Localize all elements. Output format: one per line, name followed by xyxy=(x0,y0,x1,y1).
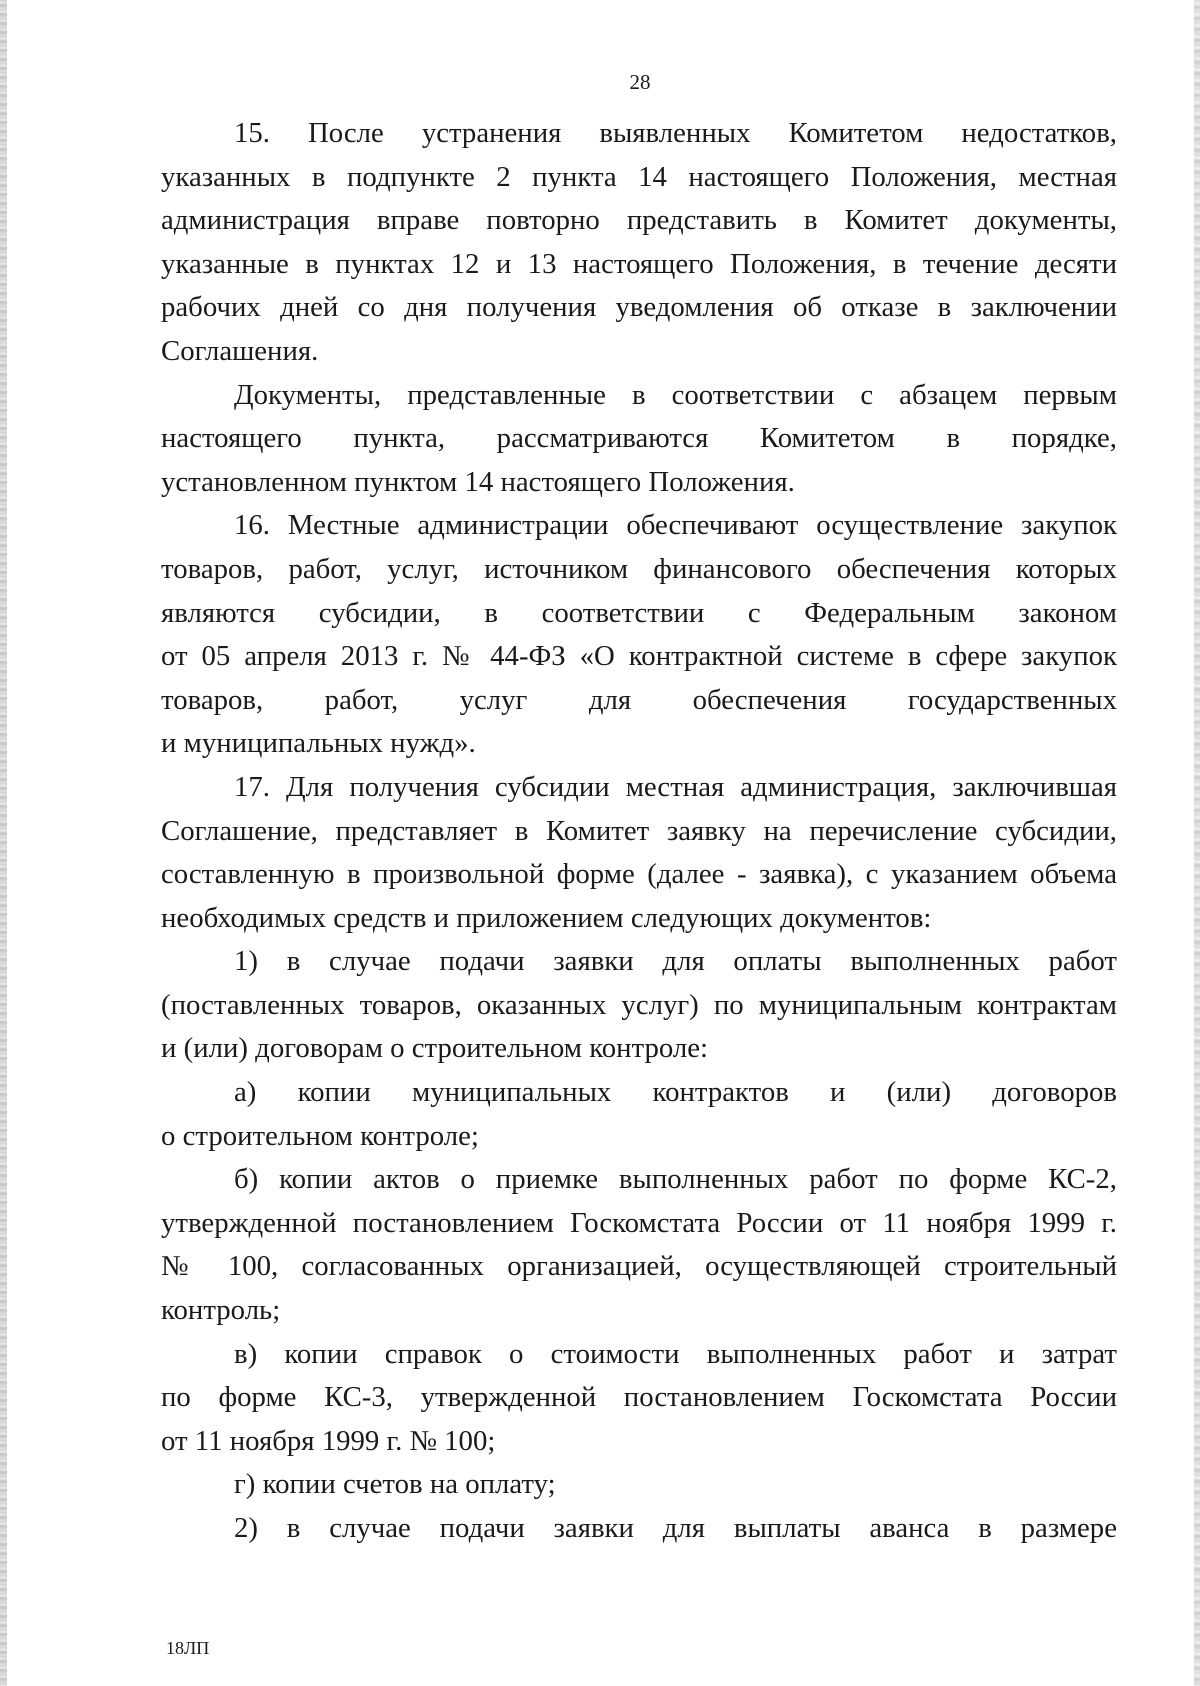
text-line: и (или) договорам о строительном контроле: xyxy=(161,1032,709,1065)
text-line: составленную в произвольной форме (далее - заявка), с указанием объема xyxy=(161,858,1117,891)
text-line: указанных в подпункте 2 пункта 14 настоящего Положения, местная xyxy=(161,160,1117,193)
text-line: а) копии муниципальных контрактов и (или) договоров xyxy=(234,1076,1117,1109)
text-line: Документы, представленные в соответствии с абзацем первым xyxy=(234,378,1117,411)
text-line: г) копии счетов на оплату; xyxy=(234,1468,556,1501)
text-line: настоящего пункта, рассматриваются Комитетом в порядке, xyxy=(161,422,1117,455)
text-line: 16. Местные администрации обеспечивают осуществление закупок xyxy=(234,509,1117,542)
text-line: 17. Для получения субсидии местная администрация, заключившая xyxy=(234,770,1117,803)
text-line: администрация вправе повторно представить в Комитет документы, xyxy=(161,204,1117,237)
text-line: 1) в случае подачи заявки для оплаты выполненных работ xyxy=(234,945,1117,978)
scan-edge-left xyxy=(0,0,7,1686)
text-line: о строительном контроле; xyxy=(161,1119,479,1152)
text-line: Соглашения. xyxy=(161,334,319,367)
text-line: указанные в пунктах 12 и 13 настоящего Положения, в течение десяти xyxy=(161,247,1117,280)
text-line: товаров, работ, услуг для обеспечения государственных xyxy=(161,683,1117,716)
scan-edge-right xyxy=(1194,0,1200,1686)
page-number: 28 xyxy=(629,70,651,94)
text-line: от 05 апреля 2013 г. № 44-ФЗ «О контрактной системе в сфере закупок xyxy=(161,640,1117,673)
text-line: (поставленных товаров, оказанных услуг) по муниципальным контрактам xyxy=(161,988,1117,1021)
text-line: 2) в случае подачи заявки для выплаты аванса в размере xyxy=(234,1512,1117,1544)
text-line: необходимых средств и приложением следующих документов: xyxy=(161,901,932,934)
text-line: Соглашение, представляет в Комитет заявку на перечисление субсидии, xyxy=(161,814,1117,847)
text-line: утвержденной постановлением Госкомстата России от 11 ноября 1999 г. xyxy=(161,1206,1117,1239)
text-line: установленном пунктом 14 настоящего Положения. xyxy=(161,465,795,498)
text-line: б) копии актов о приемке выполненных работ по форме КС-2, xyxy=(234,1163,1117,1196)
text-line: контроль; xyxy=(161,1294,281,1327)
text-line: № 100, согласованных организацией, осуществляющей строительный xyxy=(161,1250,1117,1283)
text-line: от 11 ноября 1999 г. № 100; xyxy=(161,1424,496,1457)
text-line: 15. После устранения выявленных Комитетом недостатков, xyxy=(234,117,1117,149)
text-line: товаров, работ, услуг, источником финансового обеспечения которых xyxy=(161,552,1117,585)
text-line: в) копии справок о стоимости выполненных работ и затрат xyxy=(234,1337,1117,1370)
body-text xyxy=(161,112,1117,1551)
text-line: рабочих дней со дня получения уведомления об отказе в заключении xyxy=(161,291,1117,324)
text-line: по форме КС-3, утвержденной постановлением Госкомстата России xyxy=(161,1381,1117,1414)
text-line: являются субсидии, в соответствии с Федеральным законом xyxy=(161,596,1117,629)
text-line: и муниципальных нужд». xyxy=(161,727,476,760)
footer-document-code: 18ЛП xyxy=(166,1638,210,1658)
